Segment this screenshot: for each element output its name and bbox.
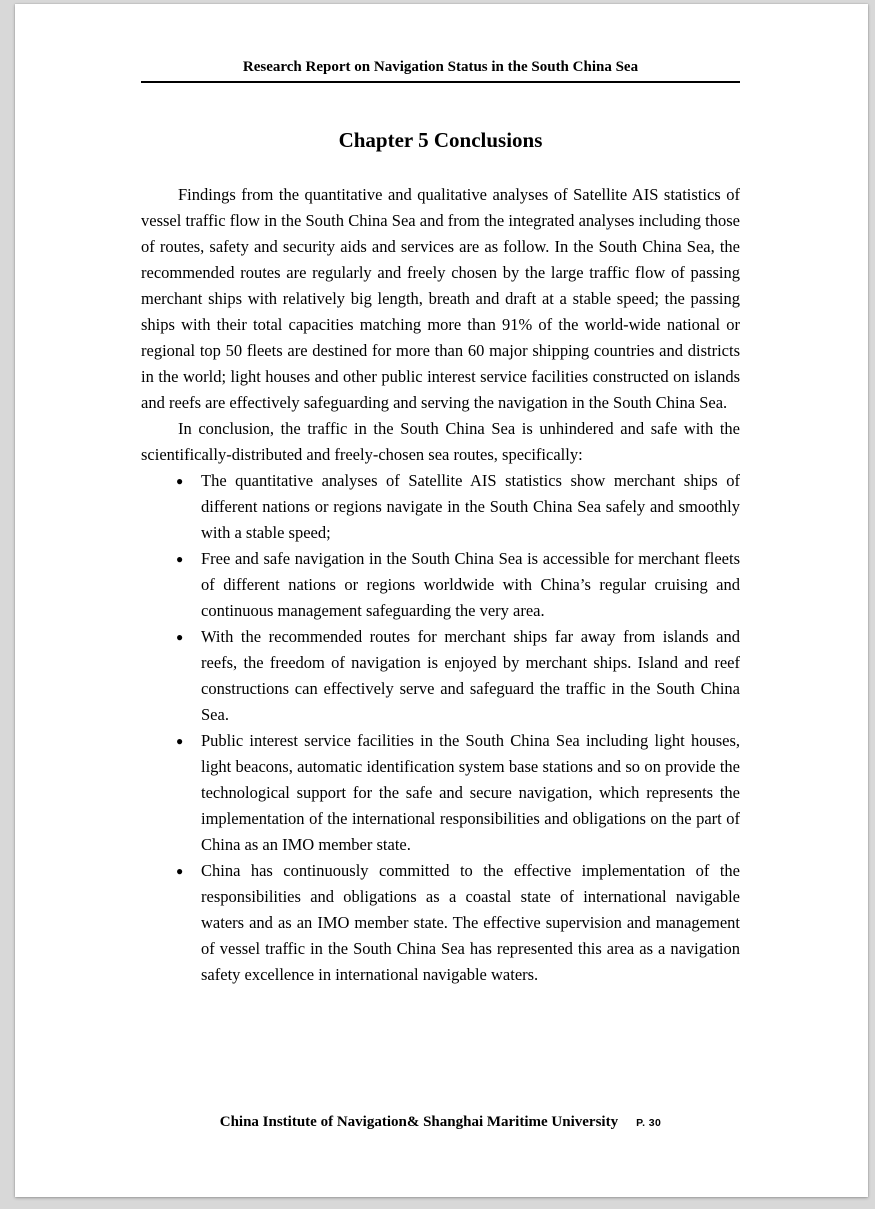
list-item-text: Free and safe navigation in the South China Sea is accessible for merchant fleets of different nations or regions worldwide with China’s regular cruising and continuous management safeguarding the very area. — [201, 549, 740, 620]
list-item — [176, 468, 740, 546]
conclusions-list — [141, 468, 740, 988]
bullet-icon: ● — [176, 864, 184, 878]
list-item-text: The quantitative analyses of Satellite AIS statistics show merchant ships of different nations or regions navigate in the South China Sea safely and smoothly with a stable speed; — [201, 471, 740, 542]
paragraph-findings: Findings from the quantitative and qualitative analyses of Satellite AIS statistics of vessel traffic flow in the South China Sea and from the integrated analyses including those of routes, safety and security aids and services are as follow. In the South China Sea, the recommended routes are regularly and freely chosen by the large traffic flow of passing merchant ships with relatively big length, breath and draft at a stable speed; the passing ships with their total capacities matching more than 91% of the world-wide national or regional top 50 fleets are destined for more than 60 major shipping countries and districts in the world; light houses and other public interest service facilities constructed on islands and reefs are effectively safeguarding and serving the navigation in the South China Sea. — [141, 185, 740, 412]
bullet-icon: ● — [176, 734, 184, 748]
list-item-text: China has continuously committed to the effective implementation of the responsibilities and obligations as a coastal state of international navigable waters and as an IMO member state. The effective supervision and management of vessel traffic in the South China Sea has represented this area as a navigation safety excellence in international navigable waters. — [201, 861, 740, 984]
bullet-icon: ● — [176, 630, 184, 644]
list-item — [176, 858, 740, 988]
list-item — [176, 728, 740, 858]
running-header-title: Research Report on Navigation Status in the South China Sea — [141, 58, 740, 83]
list-item-text: With the recommended routes for merchant ships far away from islands and reefs, the freedom of navigation is enjoyed by merchant ships. Island and reef constructions can effectively serve and safeguard the traffic in the South China Sea. — [201, 627, 740, 724]
page-number: P. 30 — [636, 1117, 662, 1129]
list-item-text: Public interest service facilities in the South China Sea including light houses, light beacons, automatic identification system base stations and so on provide the technological support for the safe and secure navigation, which represents the implementation of the international responsibilities and obligations on the part of China as an IMO member state. — [201, 731, 740, 854]
document-page — [15, 4, 868, 1197]
bullet-icon: ● — [176, 552, 184, 566]
list-item — [176, 624, 740, 728]
running-header — [141, 4, 740, 83]
paragraph-conclusion-intro: In conclusion, the traffic in the South China Sea is unhindered and safe with the scientifically-distributed and freely-chosen sea routes, specifically: — [141, 419, 740, 464]
page-footer — [141, 1113, 740, 1131]
list-item — [176, 546, 740, 624]
footer-organization: China Institute of Navigation& Shanghai Maritime University — [219, 1114, 619, 1130]
chapter-title: Chapter 5 Conclusions — [338, 128, 543, 152]
bullet-icon: ● — [176, 474, 184, 488]
